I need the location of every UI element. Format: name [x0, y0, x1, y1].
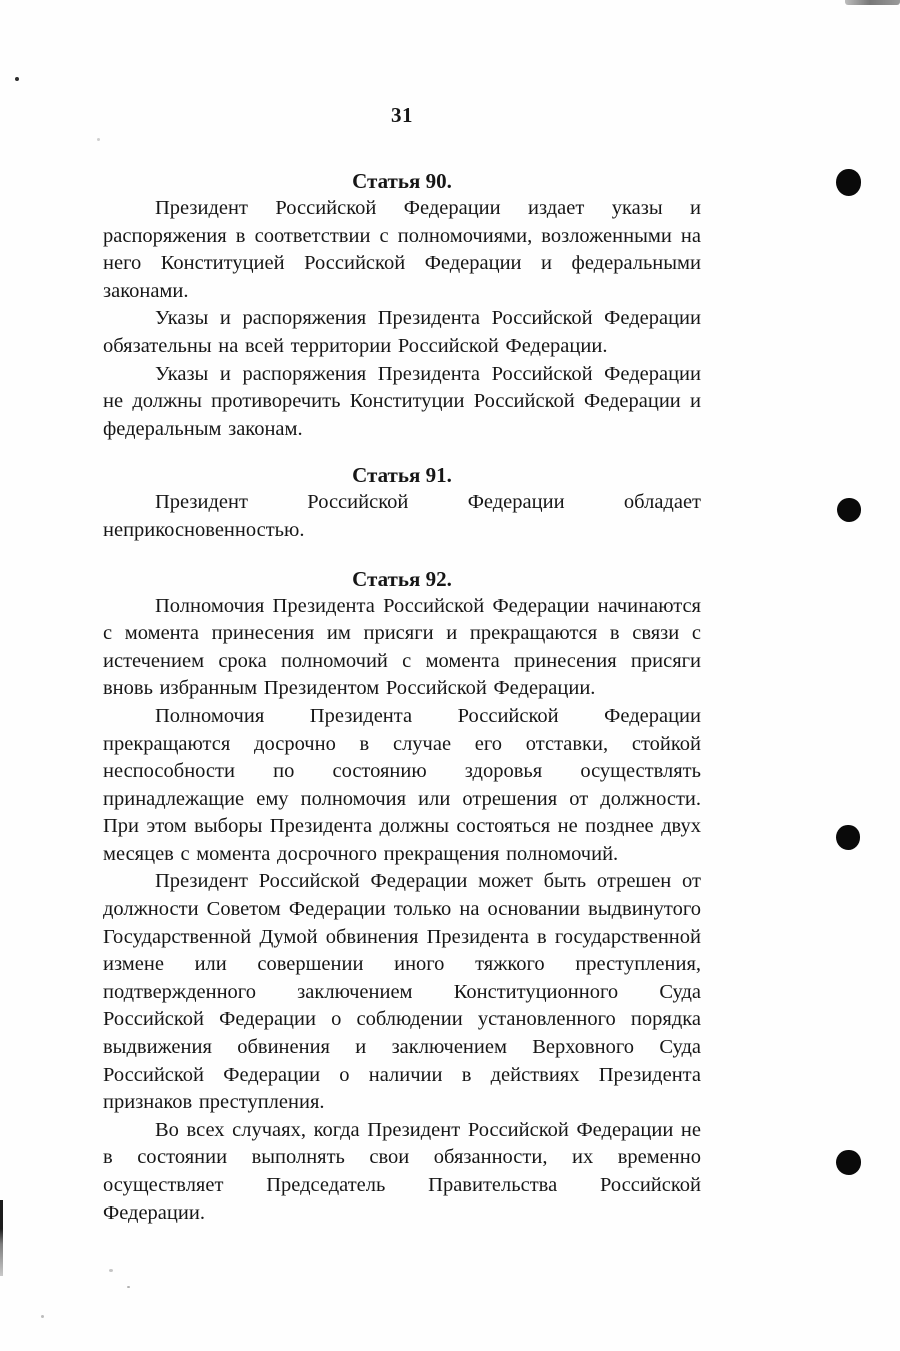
scan-speck [15, 77, 19, 81]
binder-hole-ink-mark-3 [836, 825, 860, 850]
article-92-heading: Статья 92. [352, 566, 452, 591]
article-90-paragraph-3: Указы и распоряжения Президента Российской Федерации не должны противоречить Конституции Российской Федерации и федеральным законам. [103, 362, 701, 440]
article-92-paragraph-3: Президент Российской Федерации может быть отрешен от должности Советом Федерации только на основании выдвинутого Государственной Думой обвинения Президента в государственной измене или совершении иного тяжкого преступления, подтвержденного заключением Конституционного Суда Российской Федерации о соблюдении установленного порядка выдвижения обвинения и заключением Верховного Суда Российской Федерации о наличии в действиях Президента признаков преступления. [103, 870, 701, 1114]
article-90-paragraph-2: Указы и распоряжения Президента Российской Федерации обязательны на всей территории Российской Федерации. [103, 307, 701, 357]
article-90-heading: Статья 90. [352, 169, 452, 193]
article-91-paragraph-1: Президент Российской Федерации обладает неприкосновенностью. [103, 491, 701, 541]
scan-speck [109, 1269, 113, 1272]
article-91-heading: Статья 91. [352, 463, 452, 488]
article-92-paragraph-1: Полномочия Президента Российской Федерации начинаются с момента принесения им присяги и прекращаются в связи с истечением срока полномочий с момента принесения присяги вновь избранным Президентом Российской Федерации. [103, 594, 701, 700]
scan-smudge-top-right [845, 0, 900, 5]
binder-hole-ink-mark-2 [837, 498, 861, 522]
article-92-paragraph-4: Во всех случаях, когда Президент Российской Федерации не в состоянии выполнять свои обязанности, их временно осуществляет Председатель Правительства Российской Федерации. [103, 1118, 701, 1224]
binder-hole-ink-mark-4 [836, 1150, 861, 1175]
scan-speck [41, 1315, 44, 1318]
scan-speck [127, 1286, 130, 1288]
scan-edge-strip-left [0, 1200, 3, 1276]
article-92-paragraph-2: Полномочия Президента Российской Федерации прекращаются досрочно в случае его отставки, стойкой неспособности по состоянию здоровья осуществлять принадлежащие ему полномочия или отрешения от должности. При этом выборы Президента должны состояться не позднее двух месяцев с момента досрочного прекращения полномочий. [103, 704, 701, 865]
text-column [103, 0, 701, 1227]
page-number: 31 [391, 103, 413, 127]
scan-speck [97, 138, 100, 141]
article-90-paragraph-1: Президент Российской Федерации издает указы и распоряжения в соответствии с полномочиями, возложенными на него Конституцией Российской Федерации и федеральными законами. [103, 197, 701, 302]
binder-hole-ink-mark-1 [836, 169, 861, 196]
